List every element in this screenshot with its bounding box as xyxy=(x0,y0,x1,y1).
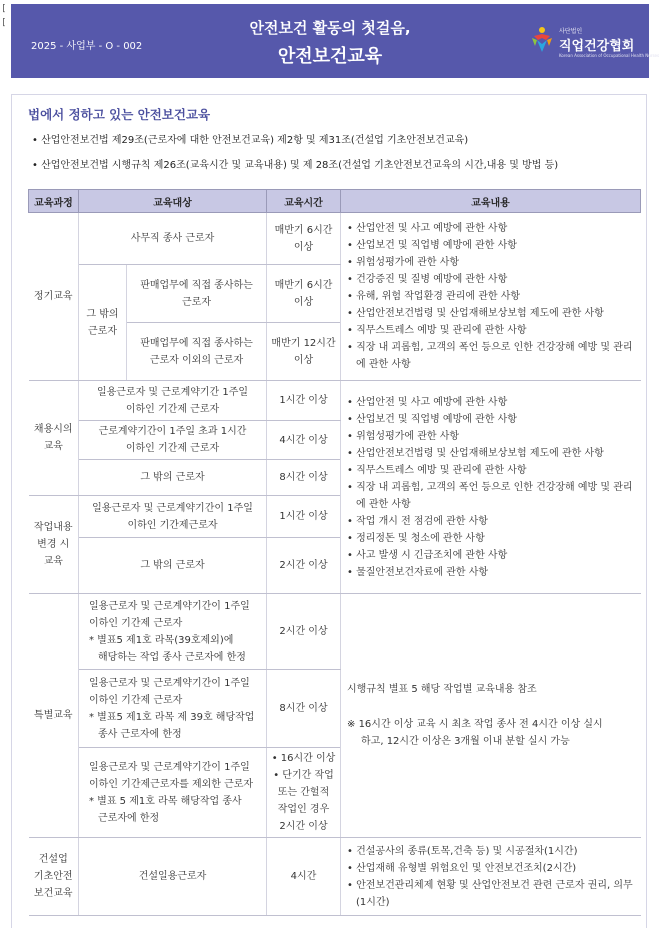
category-line: 채용시의 xyxy=(33,424,73,435)
table-row xyxy=(29,213,641,265)
target-line: * 별표5 제1호 라목 제 39호 해당작업 xyxy=(89,711,255,723)
table-row xyxy=(29,594,641,670)
organization-logo xyxy=(531,22,660,62)
header-content: 교육내용 xyxy=(341,190,641,213)
target-line: * 별표5 제1호 라목(39호제외)에 xyxy=(89,634,234,646)
header-course: 교육과정 xyxy=(29,190,79,213)
content-construction xyxy=(341,838,641,916)
time-line: 이상 xyxy=(293,354,314,366)
target-line: 근로자 이외의 근로자 xyxy=(149,354,244,366)
logo-mark-icon xyxy=(531,26,553,54)
content-item: 시행규칙 별표 5 해당 작업별 교육내용 참조 xyxy=(347,684,537,695)
time-line: • 단기간 작업 xyxy=(273,770,334,781)
target-line: 일용근로자 및 근로계약기간이 1주일 xyxy=(89,677,250,689)
content-item: • 직장 내 괴롭힘, 고객의 폭언 등으로 인한 건강장해 예방 및 관리에 관한 사항 xyxy=(347,342,633,370)
category-regular: 정기교육 xyxy=(29,213,79,381)
time-sales xyxy=(267,265,341,323)
document-code: 2025 - 사업부 - O - 002 xyxy=(31,41,143,52)
target-construction: 건설일용근로자 xyxy=(79,838,267,916)
category-construction xyxy=(29,838,79,916)
category-change xyxy=(29,496,79,594)
category-line: 교육 xyxy=(43,556,63,567)
table-row xyxy=(29,838,641,916)
content-item: • 안전보건관리체제 현황 및 산업안전보건 관련 근로자 권리, 의무(1시간) xyxy=(347,879,633,908)
time-special-1: 2시간 이상 xyxy=(267,594,341,670)
target-line: 일용근로자 및 근로계약기간이 1주일 xyxy=(92,502,253,514)
time-line: 매반기 12시간 xyxy=(271,337,336,349)
category-line: 변경 시 xyxy=(37,539,70,550)
logo-name: 직업건강협회 xyxy=(559,39,635,54)
edge-mark: [ xyxy=(1,4,7,14)
target-line: 이하인 기간제근로자 xyxy=(127,519,218,531)
target-special-3 xyxy=(79,748,267,838)
time-hiring-2: 4시간 이상 xyxy=(267,421,341,460)
category-special: 특별교육 xyxy=(29,594,79,838)
category-line: 작업내용 xyxy=(33,522,73,533)
target-line: 일용근로자 및 근로계약기간 1주일 xyxy=(96,386,249,398)
target-line: 해당하는 작업 종사 근로자에 한정 xyxy=(98,651,246,663)
content-item: • 산업안전보건법령 및 산업재해보상보험 제도에 관한 사항 xyxy=(347,308,604,319)
education-table xyxy=(28,189,641,916)
target-hiring-1 xyxy=(79,381,267,421)
time-line: 매반기 6시간 xyxy=(274,224,333,236)
time-change-1: 1시간 이상 xyxy=(267,496,341,538)
content-item: • 작업 개시 전 점검에 관한 사항 xyxy=(347,515,488,527)
content-item: • 산업안전보건법령 및 산업재해보상보험 제도에 관한 사항 xyxy=(347,447,604,459)
header-banner xyxy=(11,4,660,78)
target-line: 근로자 xyxy=(182,296,211,308)
category-line: 기초안전 xyxy=(33,871,73,882)
content-note: 하고, 12시간 이상은 3개월 이내 분할 실시 가능 xyxy=(361,736,570,747)
content-item: • 물질안전보건자료에 관한 사항 xyxy=(347,566,489,578)
time-line: 작업인 경우 xyxy=(277,804,330,815)
target-line: 이하인 기간제 근로자 xyxy=(125,443,220,454)
target-hiring-2 xyxy=(79,421,267,460)
target-line: 종사 근로자에 한정 xyxy=(98,728,182,740)
time-line: 매반기 6시간 xyxy=(274,279,333,291)
content-item: • 직장 내 괴롭힘, 고객의 폭언 등으로 인한 건강장해 예방 및 관리에 관한 사항 xyxy=(347,481,633,510)
target-nonsales xyxy=(127,323,267,381)
content-panel xyxy=(11,94,647,928)
category-line: 건설업 xyxy=(38,854,68,865)
time-office xyxy=(267,213,341,265)
table-row xyxy=(29,381,641,421)
time-line: • 16시간 이상 xyxy=(271,753,336,764)
content-item: • 위험성평가에 관한 사항 xyxy=(347,257,460,268)
category-line: 교육 xyxy=(43,441,63,452)
category-line: 보건교육 xyxy=(33,888,73,899)
content-item: • 건강증진 및 질병 예방에 관한 사항 xyxy=(347,274,508,285)
target-line: 판매업무에 직접 종사하는 xyxy=(140,337,253,349)
time-hiring-3: 8시간 이상 xyxy=(267,460,341,496)
target-special-1 xyxy=(79,594,267,670)
label-line: 그 밖의 xyxy=(86,308,119,320)
content-item: • 직무스트레스 예방 및 관리에 관한 사항 xyxy=(347,325,527,336)
page-title-line2: 안전보건교육 xyxy=(277,46,383,67)
time-line: 이상 xyxy=(293,296,314,308)
section-title: 법에서 정하고 있는 안전보건교육 xyxy=(28,107,211,122)
time-special-2: 8시간 이상 xyxy=(267,670,341,748)
target-special-2 xyxy=(79,670,267,748)
target-line: 이하인 기간제 근로자 xyxy=(89,617,183,629)
target-line: * 별표 5 제1호 라목 해당작업 종사 xyxy=(89,795,242,807)
target-line: 일용근로자 및 근로계약기간이 1주일 xyxy=(89,761,250,773)
content-hiring-change xyxy=(341,381,641,594)
target-line: 판매업무에 직접 종사하는 xyxy=(140,279,253,291)
target-change-2: 그 밖의 근로자 xyxy=(79,538,267,594)
content-item: • 사고 발생 시 긴급조치에 관한 사항 xyxy=(347,549,508,561)
target-line: 근로자에 한정 xyxy=(98,812,160,824)
content-special xyxy=(341,594,641,838)
time-line: 이상 xyxy=(293,241,314,253)
time-hiring-1: 1시간 이상 xyxy=(267,381,341,421)
logo-small-text: 사단법인 xyxy=(559,28,583,35)
time-change-2: 2시간 이상 xyxy=(267,538,341,594)
content-item: • 산업보건 및 직업병 예방에 관한 사항 xyxy=(347,240,517,251)
target-hiring-3: 그 밖의 근로자 xyxy=(79,460,267,496)
target-line: 이하인 기간제 근로자 xyxy=(125,403,220,415)
time-construction: 4시간 xyxy=(267,838,341,916)
time-nonsales xyxy=(267,323,341,381)
time-line: 2시간 이상 xyxy=(279,821,328,832)
law-bullet: • 산업안전보건법 시행규칙 제26조(교육시간 및 교육내용) 및 제 28조(건설업 기초안전보건교육의 시간,내용 및 방법 등) xyxy=(32,160,559,171)
logo-english-name: Korean Association of Occupational Health Nurses xyxy=(559,53,660,58)
time-special-3 xyxy=(267,748,341,838)
edge-marks xyxy=(1,2,6,30)
content-item: • 산업안전 및 사고 예방에 관한 사항 xyxy=(347,396,508,408)
label-line: 근로자 xyxy=(88,325,117,337)
target-line: 이하인 기간제 근로자 xyxy=(89,694,183,706)
edge-mark: [ xyxy=(1,18,7,28)
content-item: • 산업보건 및 직업병 예방에 관한 사항 xyxy=(347,413,517,425)
target-change-1 xyxy=(79,496,267,538)
content-regular xyxy=(341,213,641,381)
content-item: • 건설공사의 종류(토목,건축 등) 및 시공절차(1시간) xyxy=(347,845,578,857)
table-header-row xyxy=(29,190,641,213)
target-line: 근로계약기간이 1주일 초과 1시간 xyxy=(98,426,247,437)
law-bullet: • 산업안전보건법 제29조(근로자에 대한 안전보건교육) 제2항 및 제31조(건설업 기초안전보건교육) xyxy=(32,135,469,146)
target-other-label xyxy=(79,265,127,381)
header-time: 교육시간 xyxy=(267,190,341,213)
content-item: • 정리정돈 및 청소에 관한 사항 xyxy=(347,532,485,544)
target-line: 일용근로자 및 근로계약기간이 1주일 xyxy=(89,600,250,612)
page-title-line1: 안전보건 활동의 첫걸음, xyxy=(249,19,411,37)
time-line: 또는 간헐적 xyxy=(277,787,330,798)
law-bullets xyxy=(32,131,558,181)
content-item: • 산업안전 및 사고 예방에 관한 사항 xyxy=(347,223,508,234)
content-note: ※ 16시간 이상 교육 시 최초 작업 종사 전 4시간 이상 실시 xyxy=(347,719,603,730)
target-sales xyxy=(127,265,267,323)
header-target: 교육대상 xyxy=(79,190,267,213)
content-item: • 유해, 위험 작업환경 관리에 관한 사항 xyxy=(347,291,521,302)
content-item: • 산업재해 유형별 위험요인 및 안전보건조치(2시간) xyxy=(347,862,577,874)
content-item: • 위험성평가에 관한 사항 xyxy=(347,430,460,442)
target-office: 사무직 종사 근로자 xyxy=(79,213,267,265)
category-hiring xyxy=(29,381,79,496)
target-line: 이하인 기간제근로자를 제외한 근로자 xyxy=(89,778,254,790)
content-item: • 직무스트레스 예방 및 관리에 관한 사항 xyxy=(347,464,527,476)
